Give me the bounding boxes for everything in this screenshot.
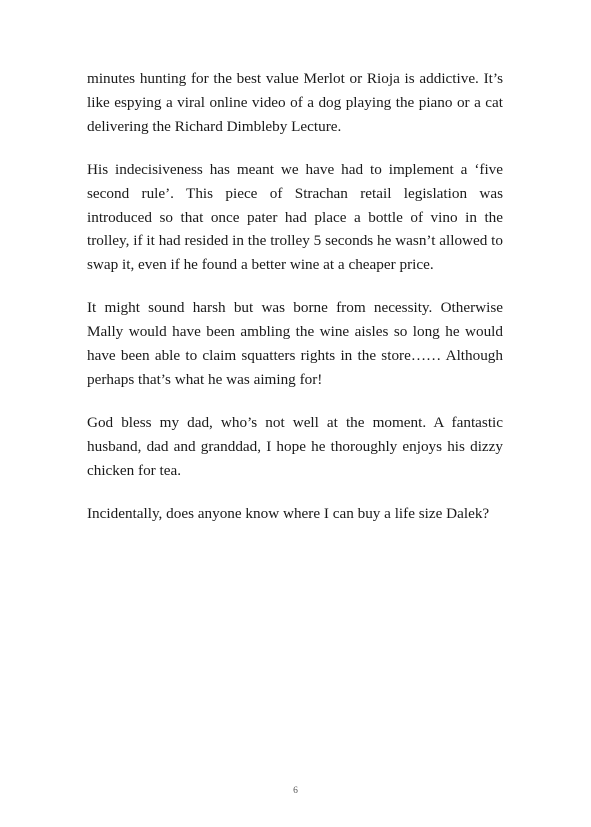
paragraph-2: His indecisiveness has meant we have had to implement a ‘five second rule’. This piece of Strachan retail legislation was introduced so that once pater had place a bottle of vino in the trolley, if it had resided in the trolley 5 seconds he wasn’t allowed to swap it, even if he found a better wine at a cheaper price. <box>87 160 503 274</box>
paragraph-3: It might sound harsh but was borne from necessity. Otherwise Mally would have been ambling the wine aisles so long he would have been able to claim squatters rights in the store…… Although perhaps that’s what he was aiming for! <box>87 299 503 388</box>
body-text <box>87 67 503 545</box>
page-number: 6 <box>293 786 298 796</box>
paragraph-5: Incidentally, does anyone know where I can buy a life size Dalek? <box>87 504 490 522</box>
paragraph-4: God bless my dad, who’s not well at the moment. A fantastic husband, dad and granddad, I hope he thoroughly enjoys his dizzy chicken for tea. <box>87 413 503 479</box>
paragraph-1: minutes hunting for the best value Merlot or Rioja is addictive. It’s like espying a viral online video of a dog playing the piano or a cat delivering the Richard Dimbleby Lecture. <box>87 70 503 135</box>
